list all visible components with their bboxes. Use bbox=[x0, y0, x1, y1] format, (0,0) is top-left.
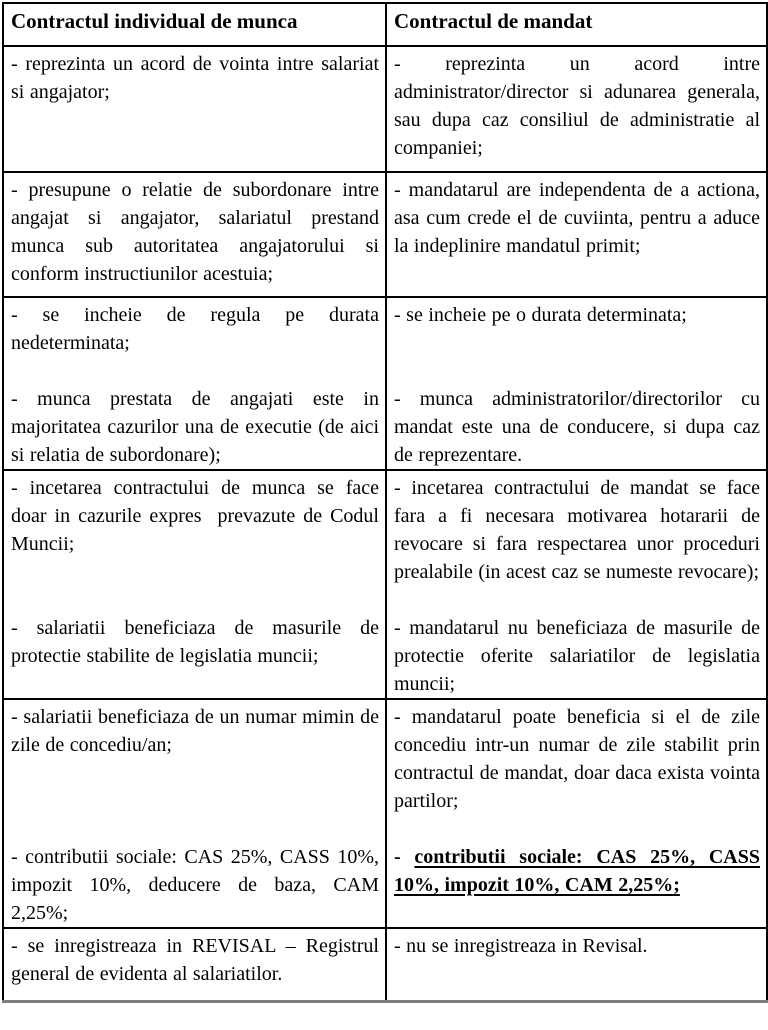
text-run: - mandatarul nu beneficiaza de masurile de protectie oferite salariatilor de legislatia muncii; bbox=[394, 617, 760, 695]
text-run: - presupune o relatie de subordonare intre angajat si angajator, salariatul prestand munca sub autoritatea angajatorului si conform instructiunilor acestuia; bbox=[11, 179, 379, 285]
table-row bbox=[3, 46, 767, 172]
table-cell-munca bbox=[3, 699, 386, 928]
paragraph bbox=[394, 176, 760, 260]
table-cell-munca bbox=[3, 46, 386, 172]
paragraph bbox=[11, 843, 379, 927]
table-row bbox=[3, 172, 767, 297]
paragraph bbox=[394, 385, 760, 469]
table-cell-munca bbox=[3, 172, 386, 297]
text-run: - salariatii beneficiaza de masurile de protectie stabilite de legislatia muncii; bbox=[11, 617, 379, 667]
text-run: - se inregistreaza in REVISAL – Registrul general de evidenta al salariatilor. bbox=[11, 935, 379, 985]
paragraph bbox=[394, 474, 760, 586]
table-cell-mandat bbox=[386, 46, 767, 172]
paragraph bbox=[11, 703, 379, 759]
text-run: - mandatarul poate beneficia si el de zile concediu intr-un numar de zile stabilit prin contractul de mandat, doar daca exista vointa partilor; bbox=[394, 706, 760, 812]
table-cell-munca bbox=[3, 928, 386, 1001]
header-row bbox=[3, 3, 767, 46]
paragraph bbox=[394, 614, 760, 698]
table-cell-mandat bbox=[386, 172, 767, 297]
paragraph bbox=[394, 932, 760, 960]
text-run: - mandatarul are independenta de a actiona, asa cum crede el de cuviinta, pentru a aduce la indeplinire mandatul primit; bbox=[394, 179, 760, 257]
table-cell-mandat bbox=[386, 297, 767, 470]
column-header-contract-munca: Contractul individual de munca bbox=[3, 3, 386, 46]
table-row bbox=[3, 928, 767, 1001]
table-row bbox=[3, 699, 767, 928]
comparison-document bbox=[2, 2, 768, 1003]
paragraph bbox=[11, 474, 379, 558]
text-run: contributii sociale: CAS 25%, CASS 10%, impozit 10%, CAM 2,25%; bbox=[394, 846, 760, 896]
comparison-table bbox=[2, 2, 768, 1003]
paragraph bbox=[11, 385, 379, 469]
table-cell-munca bbox=[3, 470, 386, 699]
paragraph bbox=[394, 50, 760, 162]
table-cell-mandat bbox=[386, 928, 767, 1001]
text-run: - reprezinta un acord de vointa intre salariat si angajator; bbox=[11, 53, 379, 103]
paragraph bbox=[11, 176, 379, 288]
paragraph bbox=[11, 932, 379, 988]
text-run: - munca prestata de angajati este in majoritatea cazurilor una de executie (de aici si relatia de subordonare); bbox=[11, 388, 379, 466]
paragraph bbox=[394, 843, 760, 899]
text-run: - nu se inregistreaza in Revisal. bbox=[394, 935, 648, 957]
comparison-table-body bbox=[3, 46, 767, 1001]
table-cell-mandat bbox=[386, 699, 767, 928]
paragraph bbox=[11, 614, 379, 670]
paragraph bbox=[394, 703, 760, 815]
text-run: - incetarea contractului de munca se face doar in cazurile expres prevazute de Codul Muncii; bbox=[11, 477, 379, 555]
table-row bbox=[3, 470, 767, 699]
text-run: - reprezinta un acord intre administrator/director si adunarea generala, sau dupa caz consiliul de administratie al companiei; bbox=[394, 53, 760, 159]
table-cell-mandat bbox=[386, 470, 767, 699]
text-run: - incetarea contractului de mandat se face fara a fi necesara motivarea hotararii de revocare si fara respectarea unor proceduri prealabile (in acest caz se numeste revocare); bbox=[394, 477, 760, 583]
paragraph bbox=[11, 50, 379, 106]
paragraph bbox=[394, 301, 760, 329]
text-run: - contributii sociale: CAS 25%, CASS 10%, impozit 10%, deducere de baza, CAM 2,25%; bbox=[11, 846, 379, 924]
table-row bbox=[3, 297, 767, 470]
column-header-contract-mandat: Contractul de mandat bbox=[386, 3, 767, 46]
text-run: - se incheie pe o durata determinata; bbox=[394, 304, 687, 326]
table-cell-munca bbox=[3, 297, 386, 470]
text-run: - se incheie de regula pe durata nedeterminata; bbox=[11, 304, 379, 354]
paragraph bbox=[11, 301, 379, 357]
text-run: - salariatii beneficiaza de un numar mimin de zile de concediu/an; bbox=[11, 706, 379, 756]
text-run: - munca administratorilor/directorilor cu mandat este una de conducere, si dupa caz de reprezentare. bbox=[394, 388, 760, 466]
text-run: - bbox=[394, 846, 415, 868]
